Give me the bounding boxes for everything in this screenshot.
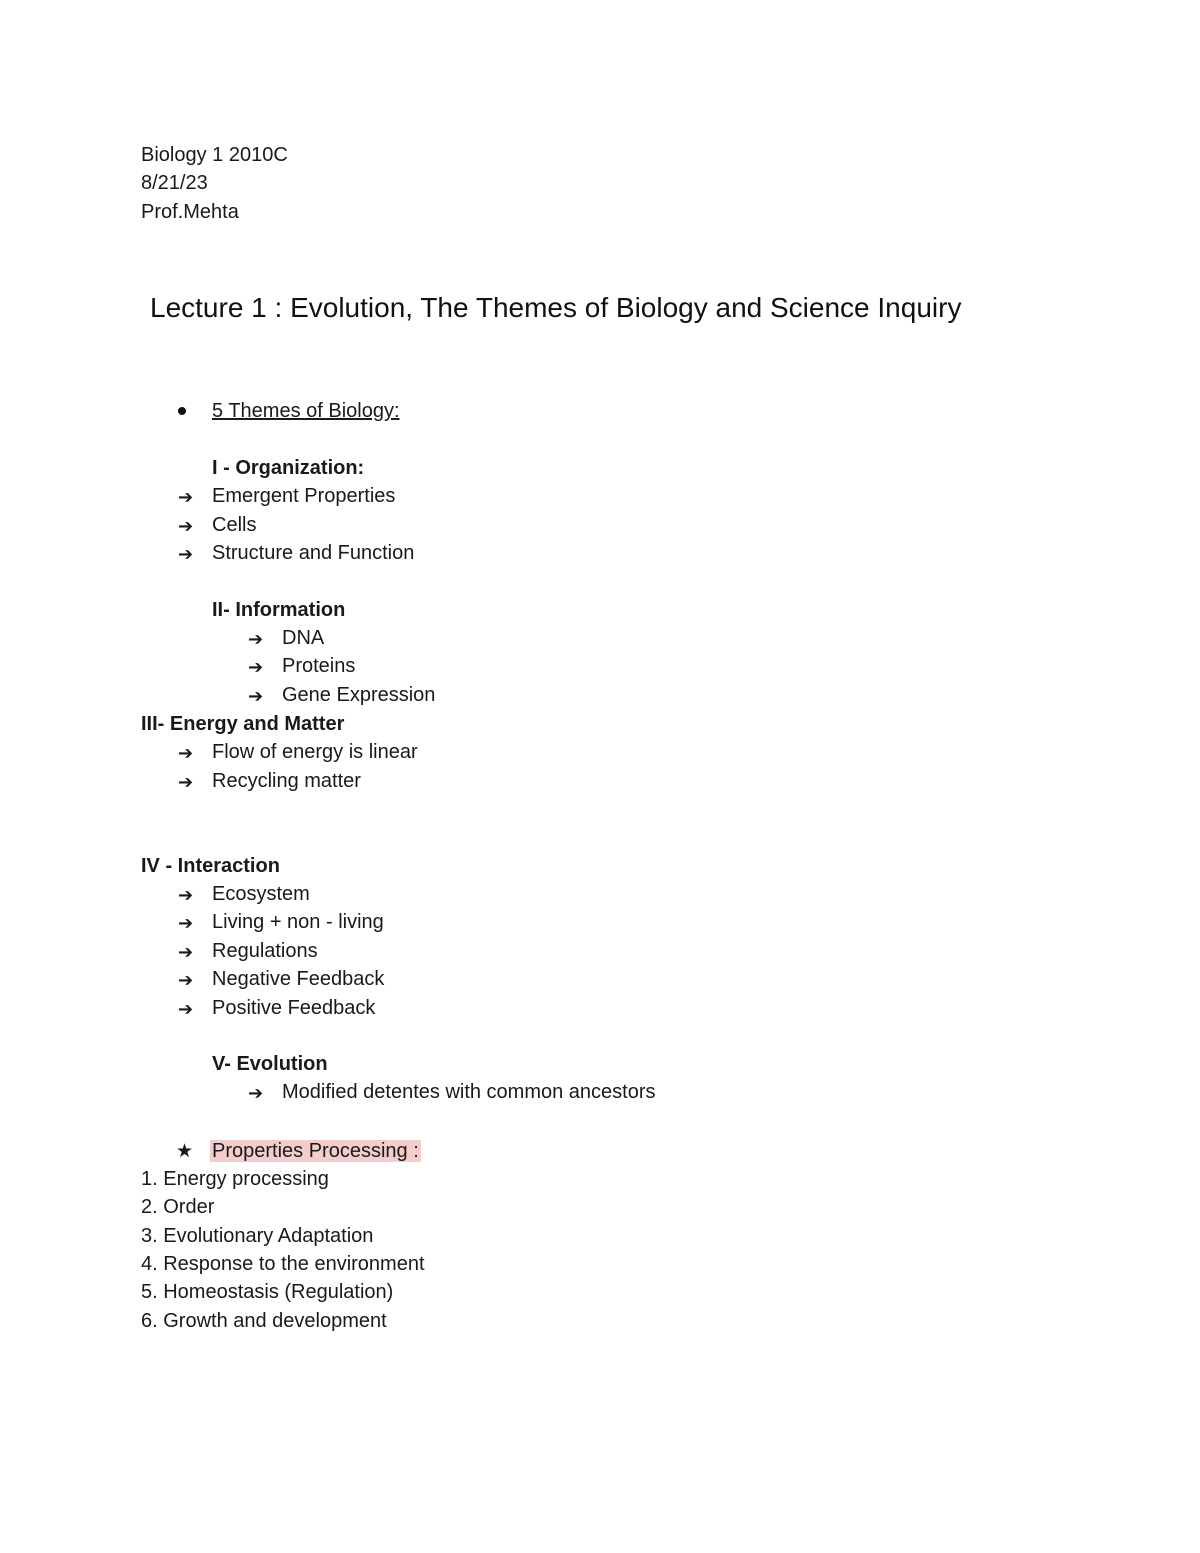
list-item: Modified detentes with common ancestors <box>282 1081 656 1103</box>
list-item: DNA <box>282 627 325 649</box>
numbered-item: 2. Order <box>141 1196 215 1218</box>
list-item: Recycling matter <box>212 770 361 792</box>
list-item: Ecosystem <box>212 883 310 905</box>
numbered-item: 1. Energy processing <box>141 1168 329 1190</box>
list-item: Emergent Properties <box>212 485 396 507</box>
arrow-icon: ➔ <box>178 544 194 564</box>
arrow-icon: ➔ <box>248 657 264 677</box>
theme-evolution-label: V- Evolution <box>212 1053 328 1075</box>
arrow-icon: ➔ <box>178 516 194 536</box>
numbered-item: 5. Homeostasis (Regulation) <box>141 1281 394 1303</box>
list-item: Structure and Function <box>212 542 415 564</box>
numbered-item: 4. Response to the environment <box>141 1253 425 1275</box>
arrow-icon: ➔ <box>248 629 264 649</box>
star-icon: ★ <box>176 1141 194 1162</box>
arrow-icon: ➔ <box>178 913 194 933</box>
numbered-item: 3. Evolutionary Adaptation <box>141 1225 374 1247</box>
theme-organization-label: I - Organization: <box>212 457 365 479</box>
arrow-icon: ➔ <box>178 999 194 1019</box>
arrow-icon: ➔ <box>178 885 194 905</box>
theme-information-label: II- Information <box>212 599 346 621</box>
arrow-icon: ➔ <box>178 970 194 990</box>
course-name: Biology 1 2010C <box>141 144 288 166</box>
list-item: Regulations <box>212 940 318 962</box>
theme-interaction-label: IV - Interaction <box>141 855 280 877</box>
properties-heading <box>210 1141 421 1161</box>
professor-name: Prof.Mehta <box>141 201 239 223</box>
arrow-icon: ➔ <box>178 772 194 792</box>
highlighted-text: Properties Processing : <box>212 1140 419 1162</box>
arrow-icon: ➔ <box>178 743 194 763</box>
list-item: Flow of energy is linear <box>212 741 418 763</box>
theme-energy-label: III- Energy and Matter <box>141 713 345 735</box>
numbered-item: 6. Growth and development <box>141 1310 387 1332</box>
arrow-icon: ➔ <box>248 1083 264 1103</box>
arrow-icon: ➔ <box>178 942 194 962</box>
arrow-icon: ➔ <box>178 487 194 507</box>
list-item: Positive Feedback <box>212 997 376 1019</box>
list-item: Cells <box>212 514 257 536</box>
list-item: Proteins <box>282 655 356 677</box>
list-item: Gene Expression <box>282 684 436 706</box>
arrow-icon: ➔ <box>248 686 264 706</box>
bullet-icon <box>178 407 186 415</box>
lecture-date: 8/21/23 <box>141 172 208 194</box>
themes-heading: 5 Themes of Biology: <box>212 400 400 422</box>
list-item: Living + non - living <box>212 911 384 933</box>
list-item: Negative Feedback <box>212 968 385 990</box>
page-title: Lecture 1 : Evolution, The Themes of Biology and Science Inquiry <box>150 292 962 323</box>
